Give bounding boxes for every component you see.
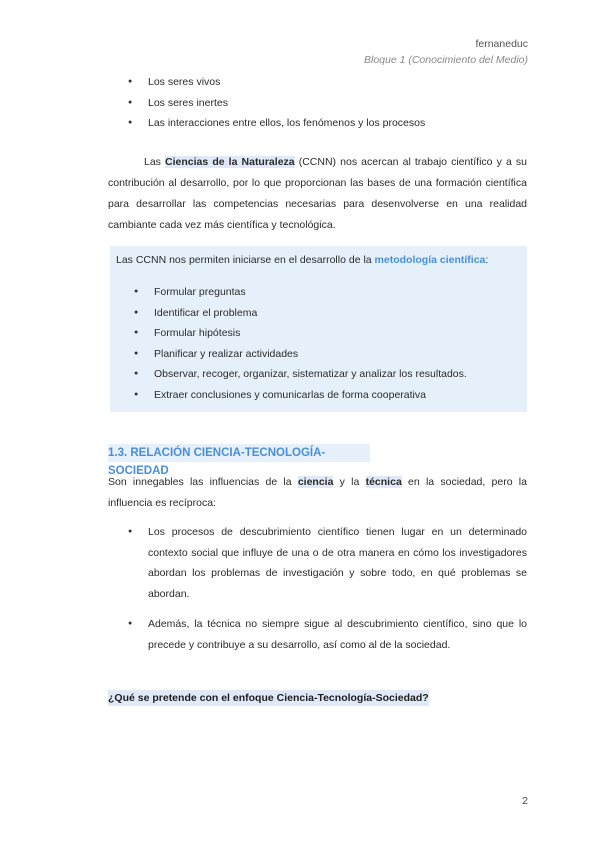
question-heading: ¿Qué se pretende con el enfoque Ciencia-Tecnología-Sociedad? [108,692,429,704]
paragraph-text: Son innegables las influencias de la [108,476,298,488]
list-item: ● Observar, recoger, organizar, sistematizar y analizar los resultados. [134,364,467,385]
list-item: ● Identificar el problema [134,303,467,324]
callout-intro [116,252,488,268]
section-heading: 1.3. RELACIÓN CIENCIA-TECNOLOGÍA-SOCIEDAD [108,444,370,462]
page-number: 2 [522,795,528,807]
methodology-list [134,282,467,405]
methodology-callout-box [110,246,527,412]
top-bullet-list [128,72,425,134]
influence-list [128,522,527,665]
highlight-term: técnica [365,476,402,488]
paragraph-text: y la [333,476,366,488]
list-item: ● Formular preguntas [134,282,467,303]
list-item: ● Los seres inertes [128,93,425,114]
callout-text: Las CCNN nos permiten iniciarse en el desarrollo de la [116,254,375,266]
paragraph-text: en la sociedad, pero la influencia es recíproca: [108,476,527,509]
list-item: ● Formular hipótesis [134,323,467,344]
influence-paragraph [108,472,527,514]
list-item: ● Los procesos de descubrimiento científico tienen lugar en un determinado contexto social que influye de una o de otra manera en cómo los investigadores abordan los problemas de investigación y sobre todo, en qué problemas se abordan. [128,522,527,604]
list-item: ● Las interacciones entre ellos, los fenómenos y los procesos [128,113,425,134]
list-item: ● Además, la técnica no siempre sigue al descubrimiento científico, sino que lo precede y contribuye a su desarrollo, así como al de la sociedad. [128,614,527,655]
header-block-title: Bloque 1 (Conocimiento del Medio) [363,54,528,66]
paragraph-text: Las [144,156,166,168]
list-item: ● Los seres vivos [128,72,425,93]
paragraph-text: (CCNN) nos acercan al trabajo científico y a su contribución al desarrollo, por lo que proporcionan las bases de una formación científica para desarrollar las competencias necesarias para desenvolverse en una realidad cambiante cada vez más científica y tecnológica. [108,156,527,231]
methodology-link[interactable]: metodología científica [374,254,486,266]
callout-text: : [485,254,489,266]
highlight-term: ciencia [297,476,334,488]
header-author: fernaneduc [475,38,528,50]
highlight-term: Ciencias de la Naturaleza [165,156,295,168]
list-item: ● Planificar y realizar actividades [134,344,467,365]
intro-paragraph [108,152,527,236]
list-item: ● Extraer conclusiones y comunicarlas de forma cooperativa [134,385,467,406]
